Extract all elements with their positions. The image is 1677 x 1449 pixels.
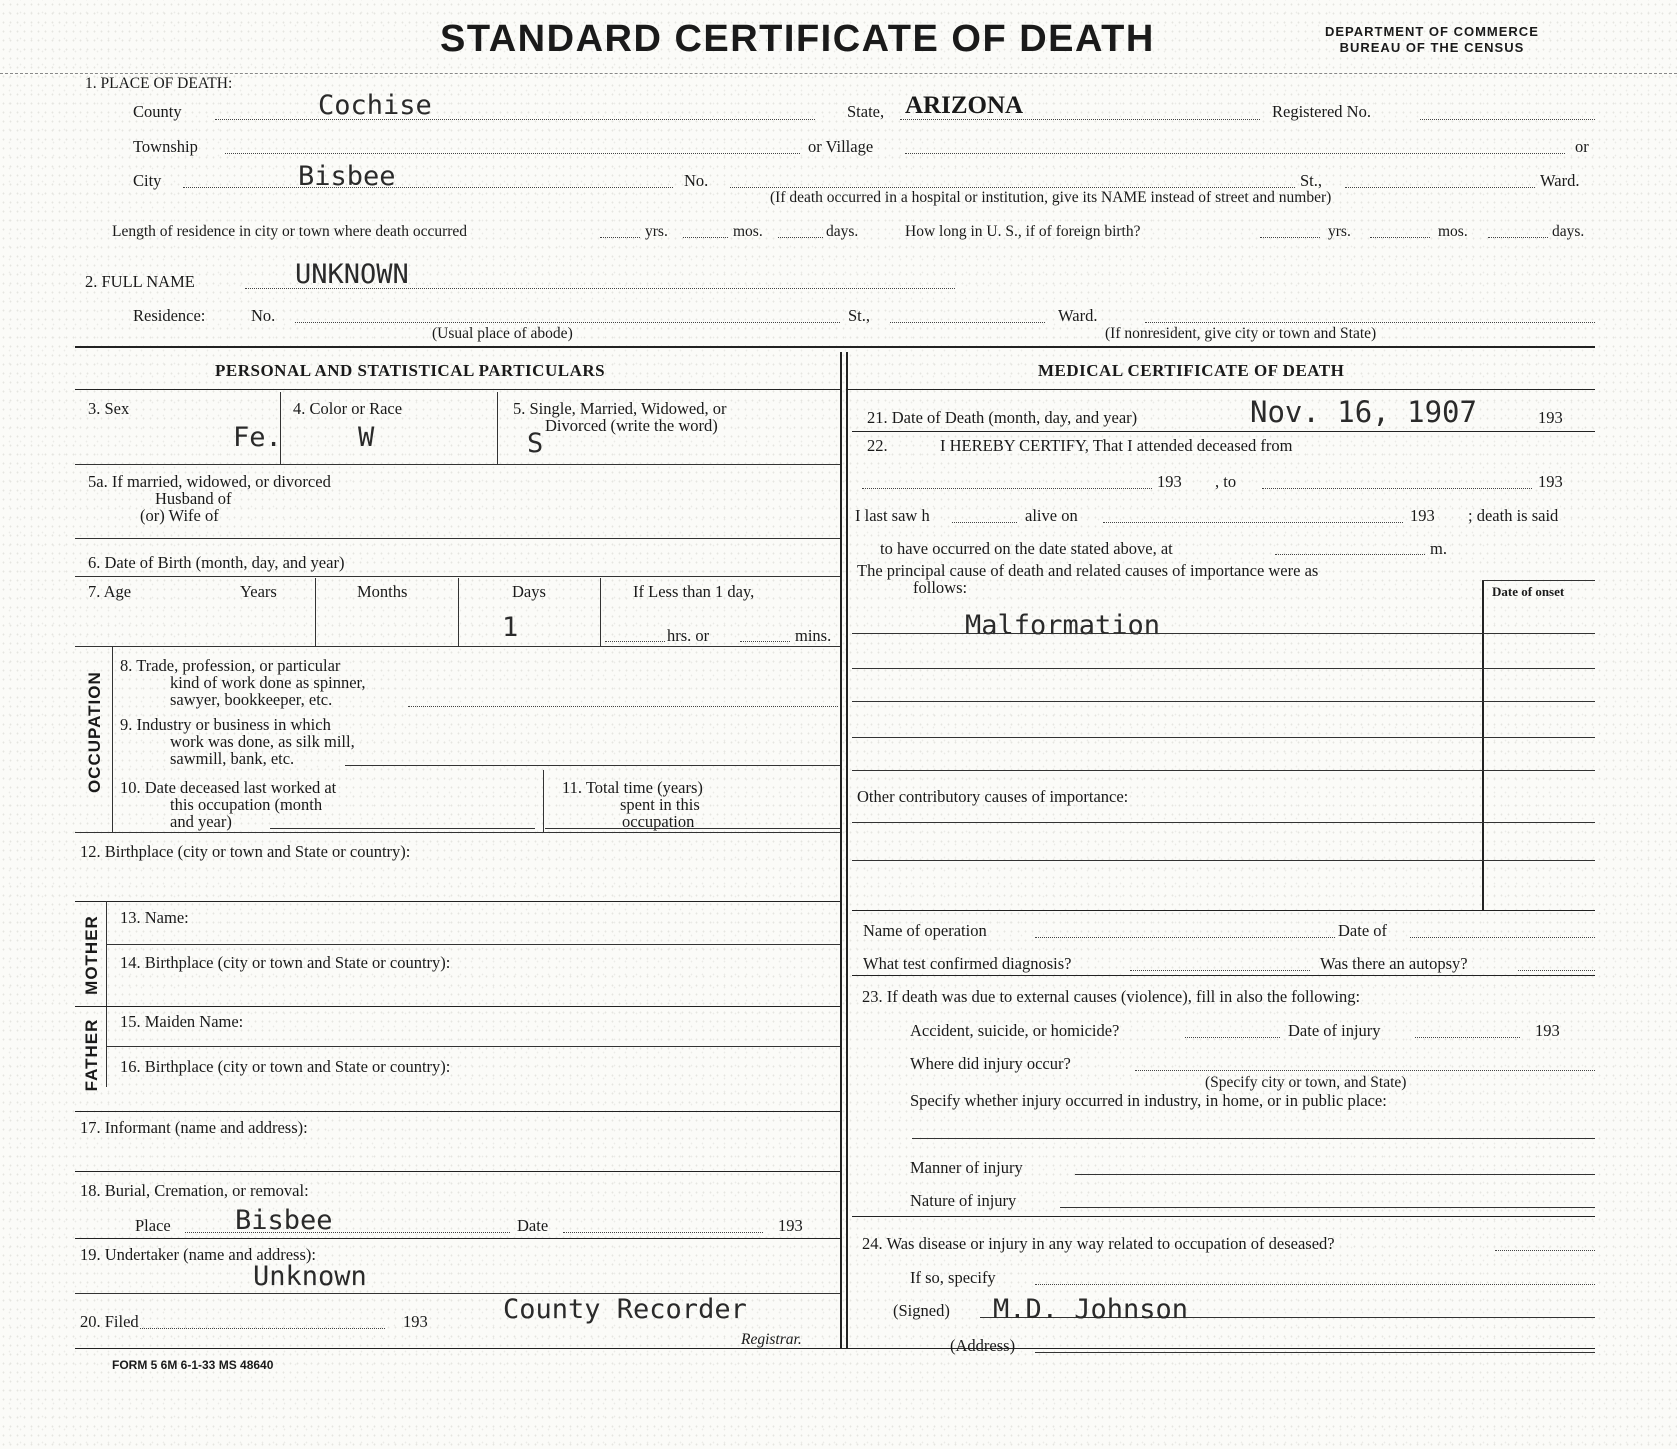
married-label-1: 5a. If married, widowed, or divorced	[88, 472, 331, 491]
injury-date-line	[1415, 1037, 1520, 1038]
nature-line	[1060, 1207, 1595, 1208]
specify-whether-label: Specify whether injury occurred in industry, in home, or in public place:	[910, 1091, 1387, 1110]
cause-line-7	[852, 860, 1595, 861]
mins-label: mins.	[795, 626, 832, 645]
mother-side-label: MOTHER	[82, 915, 101, 995]
cause-line-1	[852, 633, 1595, 634]
township-line	[225, 153, 800, 154]
cause-line-4	[852, 737, 1595, 738]
county-line	[215, 119, 815, 120]
abode-note: (Usual place of abode)	[432, 325, 573, 342]
date-of-death-label: 21. Date of Death (month, day, and year)	[867, 408, 1138, 427]
attended-to-line	[1262, 488, 1532, 489]
death-said-label: ; death is said	[1468, 506, 1559, 525]
place-of-death-heading: 1. PLACE OF DEATH:	[85, 75, 233, 92]
registered-label: Registered No.	[1272, 102, 1371, 121]
address-label: (Address)	[950, 1336, 1016, 1355]
months-days-divider	[458, 578, 459, 646]
us-mos-label: mos.	[1438, 223, 1468, 240]
occurred-time-line	[1275, 554, 1425, 555]
q24-line	[1495, 1250, 1595, 1251]
row-rule-16	[75, 1111, 840, 1112]
operation-label: Name of operation	[863, 921, 987, 940]
occupation-time-divider	[543, 770, 544, 832]
hrs-line	[605, 641, 665, 642]
operation-line	[1035, 937, 1335, 938]
occurred-label: to have occurred on the date stated above, at	[880, 539, 1173, 558]
nonresident-note: (If nonresident, give city or town and State)	[1105, 325, 1377, 342]
mother-birthplace-label: 14. Birthplace (city or town and State or country):	[120, 953, 451, 972]
lastworked-label-2: this occupation (month	[170, 795, 323, 814]
city-line	[183, 187, 673, 188]
residence-label: Residence:	[133, 306, 206, 325]
autopsy-label: Was there an autopsy?	[1320, 954, 1468, 973]
row-rule-17	[75, 1171, 840, 1172]
external-causes-label: 23. If death was due to external causes (violence), fill in also the following:	[862, 987, 1361, 1006]
len-mos-label: mos.	[733, 223, 763, 240]
trade-line	[408, 706, 838, 707]
cause-line-3	[852, 701, 1595, 702]
less-than-day-label: If Less than 1 day,	[633, 582, 755, 601]
race-label: 4. Color or Race	[293, 399, 403, 418]
married-label-3: (or) Wife of	[140, 506, 219, 525]
medical-heading: MEDICAL CERTIFICATE OF DEATH	[1038, 361, 1345, 380]
us-yrs-line	[1260, 237, 1320, 238]
filed-label: 20. Filed	[80, 1312, 139, 1331]
test-label: What test confirmed diagnosis?	[863, 954, 1072, 973]
undertaker-value: Unknown	[253, 1261, 367, 1292]
industry-label-2: work was done, as silk mill,	[170, 732, 355, 751]
frame-top-rule	[75, 346, 1595, 348]
residence-ward-label: Ward.	[1058, 306, 1098, 325]
industry-label-1: 9. Industry or business in which	[120, 715, 331, 734]
row-rule-diagnosis	[852, 975, 1595, 976]
signed-value: M.D. Johnson	[993, 1294, 1189, 1325]
accident-line	[1185, 1037, 1280, 1038]
last-saw-line	[952, 522, 1017, 523]
st-label: St.,	[1300, 171, 1323, 190]
years-months-divider	[315, 578, 316, 646]
nature-label: Nature of injury	[910, 1191, 1017, 1210]
row-rule-7	[75, 646, 840, 647]
or-label: or	[1575, 137, 1589, 156]
married-label-2: Husband of	[155, 489, 232, 508]
residence-st-line	[890, 322, 1045, 323]
city-value: Bisbee	[298, 161, 396, 192]
manner-line	[1075, 1174, 1595, 1175]
trade-label-3: sawyer, bookkeeper, etc.	[170, 690, 333, 709]
father-side-label: FATHER	[82, 1018, 101, 1092]
mins-line	[740, 641, 790, 642]
street-no-line	[730, 187, 1295, 188]
burial-date-line	[563, 1232, 763, 1233]
top-rule	[0, 73, 1677, 74]
occupation-side-rule	[112, 646, 113, 832]
birthplace-label: 12. Birthplace (city or town and State or country):	[80, 842, 411, 861]
months-label: Months	[357, 582, 408, 601]
row-rule-14	[75, 1006, 840, 1007]
sex-label: 3. Sex	[88, 399, 130, 418]
row-rule-13	[106, 944, 840, 945]
injury-date-label: Date of injury	[1288, 1021, 1381, 1040]
filed-year-label: 193	[403, 1312, 428, 1331]
full-name-value: UNKNOWN	[295, 259, 409, 290]
days-less-divider	[600, 578, 601, 646]
marital-label-2: Divorced (write the word)	[545, 416, 718, 435]
lastworked-label-3: and year)	[170, 812, 232, 831]
occupation-side-label: OCCUPATION	[85, 671, 104, 793]
department-label	[1325, 24, 1539, 57]
occurred-m-label: m.	[1430, 539, 1447, 558]
accident-label: Accident, suicide, or homicide?	[910, 1021, 1120, 1040]
attended-from-year: 193	[1157, 472, 1182, 491]
trade-label-2: kind of work done as spinner,	[170, 673, 366, 692]
trade-label-1: 8. Trade, profession, or particular	[120, 656, 341, 675]
state-line	[900, 119, 1260, 120]
residence-st-label: St.,	[848, 306, 871, 325]
date-of-line	[1410, 937, 1595, 938]
attended-from-line	[862, 488, 1152, 489]
alive-on-label: alive on	[1025, 506, 1078, 525]
burial-place-value: Bisbee	[235, 1205, 333, 1236]
date-of-death-value: Nov. 16, 1907	[1250, 395, 1477, 429]
days-label: Days	[512, 582, 546, 601]
burial-label: 18. Burial, Cremation, or removal:	[80, 1181, 309, 1200]
industry-label-3: sawmill, bank, etc.	[170, 749, 295, 768]
row-rule-18	[75, 1238, 840, 1239]
hrs-label: hrs. or	[667, 626, 710, 645]
maiden-name-label: 15. Maiden Name:	[120, 1012, 244, 1031]
injury-year-label: 193	[1535, 1021, 1560, 1040]
personal-heading-rule	[75, 389, 840, 390]
alive-on-year: 193	[1410, 506, 1435, 525]
attended-to-year: 193	[1538, 472, 1563, 491]
row-rule-21	[852, 431, 1595, 432]
race-marital-divider	[497, 392, 498, 464]
principal-cause-label-1: The principal cause of death and related causes of importance were as	[857, 561, 1319, 580]
alive-on-line	[1103, 522, 1403, 523]
registrar-label: Registrar.	[741, 1331, 802, 1348]
where-injury-label: Where did injury occur?	[910, 1054, 1071, 1073]
date-of-death-year: 193	[1538, 408, 1563, 427]
village-label: or Village	[808, 137, 874, 156]
county-value: Cochise	[318, 90, 432, 121]
center-divider-left	[840, 352, 842, 1348]
row-rule-12	[75, 901, 840, 902]
burial-date-label: Date	[517, 1216, 549, 1235]
days-value: 1	[502, 612, 519, 643]
manner-label: Manner of injury	[910, 1158, 1023, 1177]
cause-value: Malformation	[965, 610, 1161, 641]
burial-place-label: Place	[135, 1216, 171, 1235]
total-time-label-2: spent in this	[620, 795, 700, 814]
sex-race-divider	[280, 392, 281, 464]
sex-value: Fe.	[233, 422, 282, 453]
us-days-label: days.	[1552, 223, 1585, 240]
total-time-label-1: 11. Total time (years)	[562, 778, 703, 797]
filed-line	[140, 1328, 385, 1329]
principal-cause-label-2: follows:	[913, 578, 968, 597]
length-residence-label: Length of residence in city or town where death occurred	[112, 223, 468, 240]
autopsy-line	[1518, 970, 1595, 971]
form-number: FORM 5 6M 6-1-33 MS 48640	[112, 1358, 274, 1372]
township-label: Township	[133, 137, 198, 156]
residence-no-line	[295, 322, 840, 323]
dept-line-2: BUREAU OF THE CENSUS	[1339, 40, 1525, 56]
registered-line	[1420, 119, 1595, 120]
medical-heading-rule	[846, 389, 1595, 390]
other-causes-label: Other contributory causes of importance:	[857, 787, 1129, 806]
frame-bottom-rule	[75, 1348, 1595, 1349]
len-days-label: days.	[826, 223, 859, 240]
father-birthplace-label: 16. Birthplace (city or town and State or country):	[120, 1057, 451, 1076]
marital-label-1: 5. Single, Married, Widowed, or	[513, 399, 727, 418]
informant-label: 17. Informant (name and address):	[80, 1118, 308, 1137]
cause-line-2	[852, 668, 1595, 669]
date-of-label: Date of	[1338, 921, 1388, 940]
certify-label: I HEREBY CERTIFY, That I attended deceased from	[940, 436, 1293, 455]
if-so-line	[1035, 1284, 1595, 1285]
dept-line-1: DEPARTMENT OF COMMERCE	[1325, 24, 1539, 39]
row-rule-11	[75, 832, 840, 833]
burial-year-label: 193	[778, 1216, 803, 1235]
us-yrs-label: yrs.	[1328, 223, 1351, 240]
len-mos-line	[683, 237, 728, 238]
residence-ward-line	[1145, 322, 1595, 323]
lastworked-label-1: 10. Date deceased last worked at	[120, 778, 337, 797]
test-line	[1130, 970, 1310, 971]
personal-heading: PERSONAL AND STATISTICAL PARTICULARS	[215, 361, 606, 380]
row-rule-15	[106, 1046, 840, 1047]
len-yrs-line	[600, 237, 640, 238]
specify-city-note: (Specify city or town, and State)	[1205, 1074, 1407, 1091]
specify-whether-line	[912, 1138, 1595, 1139]
county-label: County	[133, 102, 182, 121]
attended-to-label: , to	[1215, 472, 1237, 491]
how-long-label: How long in U. S., if of foreign birth?	[905, 223, 1141, 240]
address-line	[1035, 1352, 1595, 1353]
marital-value: S	[527, 428, 544, 459]
where-injury-line	[1135, 1070, 1595, 1071]
street-line	[1345, 187, 1535, 188]
undertaker-label: 19. Undertaker (name and address):	[80, 1245, 316, 1264]
city-label: City	[133, 171, 162, 190]
q24-label: 24. Was disease or injury in any way related to occupation of deseased?	[862, 1234, 1335, 1253]
total-time-label-3: occupation	[622, 812, 695, 831]
parents-side-rule	[106, 901, 107, 1087]
total-time-line	[545, 828, 840, 829]
row-rule-23	[852, 1216, 1595, 1217]
years-label: Years	[240, 582, 277, 601]
mother-name-label: 13. Name:	[120, 908, 189, 927]
date-of-onset-label: Date of onset	[1492, 584, 1565, 599]
registrar-value: County Recorder	[503, 1294, 747, 1325]
burial-place-line	[185, 1232, 510, 1233]
age-label: 7. Age	[88, 582, 132, 601]
signed-label: (Signed)	[893, 1301, 950, 1320]
dob-label: 6. Date of Birth (month, day, and year)	[88, 553, 345, 572]
certify-number: 22.	[867, 436, 888, 455]
cause-line-5	[852, 770, 1595, 771]
onset-header-top-rule	[1482, 580, 1595, 581]
ward-label: Ward.	[1540, 171, 1580, 190]
lastworked-line	[270, 828, 535, 829]
residence-no-label: No.	[251, 306, 276, 325]
state-value: ARIZONA	[905, 92, 1024, 119]
race-value: W	[358, 422, 375, 453]
us-days-line	[1488, 237, 1548, 238]
hospital-note: (If death occurred in a hospital or institution, give its NAME instead of street and number)	[770, 189, 1332, 206]
if-so-label: If so, specify	[910, 1268, 996, 1287]
len-days-line	[778, 237, 823, 238]
village-line	[905, 153, 1565, 154]
center-divider-right	[846, 352, 848, 1348]
row-rule-6	[75, 576, 840, 577]
len-yrs-label: yrs.	[645, 223, 668, 240]
no-label: No.	[684, 171, 709, 190]
us-mos-line	[1370, 237, 1430, 238]
certificate-title: STANDARD CERTIFICATE OF DEATH	[440, 18, 1155, 60]
cause-line-6	[852, 822, 1595, 823]
state-label: State,	[847, 102, 885, 121]
full-name-label: 2. FULL NAME	[85, 272, 195, 291]
last-saw-label: I last saw h	[855, 506, 930, 525]
industry-line	[345, 765, 840, 766]
row-rule-5a	[75, 538, 840, 539]
cause-table-bottom	[852, 910, 1595, 911]
row-rule-3	[75, 464, 840, 465]
